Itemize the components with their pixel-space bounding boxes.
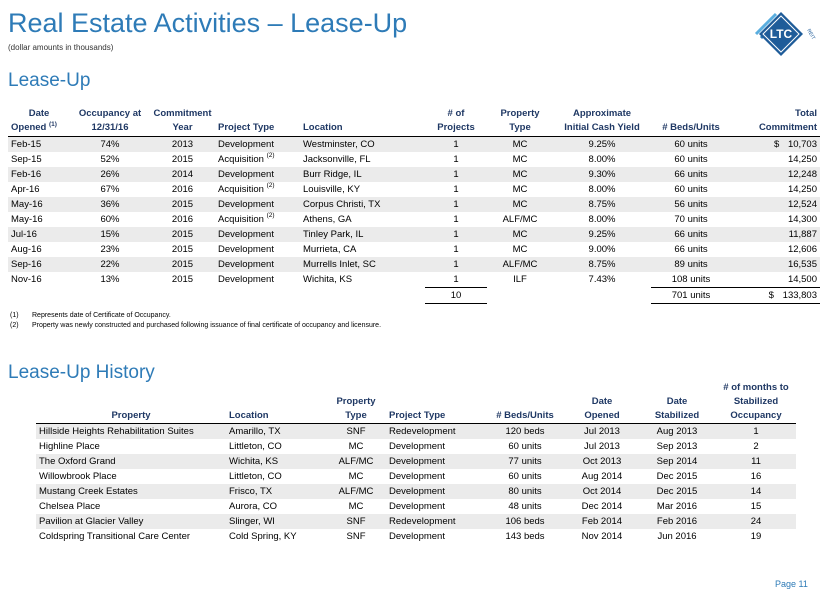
cell-total: 14,500 bbox=[787, 274, 817, 285]
cell-year: 2015 bbox=[171, 244, 194, 255]
cell-stabilized: Jun 2016 bbox=[657, 531, 697, 542]
cell-location: Aurora, CO bbox=[229, 501, 278, 512]
logo-text: LTC bbox=[769, 27, 793, 41]
cell-property-type: MC bbox=[512, 244, 528, 255]
cell-date: Sep-16 bbox=[8, 257, 70, 272]
cell-projects: 1 bbox=[453, 184, 459, 195]
cell-location: Tinley Park, IL bbox=[300, 227, 425, 242]
cell-opened: Feb 2014 bbox=[566, 514, 638, 529]
cell-months: 1 bbox=[716, 424, 796, 440]
cell-beds: 66 units bbox=[651, 167, 731, 182]
cell-project-type: Acquisition $^{(2)}$ bbox=[218, 212, 275, 225]
cell-date: Sep-15 bbox=[11, 154, 42, 165]
cell-projects: 1 bbox=[453, 244, 459, 255]
cell-year: 2015 bbox=[150, 227, 215, 242]
lease-up-table: Date Occupancy at Commitment # of Property Approximate Total Opened $^{(1)}$ 12/31/16 Year Project Type Location Projects Type Initial Cash Yield # Beds/Units Commitment Feb-15 74% 2013 Development Westminster, CO 1 MC 9.25% 60 units $ 10,703 Sep-15 52% 2015 Acquisition $^{(2)}$ Jacksonville, FL 1 MC 8.00% 60 units 14,250 Feb-16 26% 2014 Development Burr Ridge, IL 1 MC 9.30% 66 units 12,248 Apr-16 67% 2016 Acquisition $^{(2)}$ Louisville, KY 1 MC 8.00% 60 units 14,250 May-16 36% 2015 Development Corpus Christi, TX 1 MC 8.75% 56 units 12,524 May-16 60% 2016 Acquisition $^{(2)}$ Athens, GA 1 ALF/MC 8.00% 70 units 14,300 Jul-16 15% 2015 Development Tinley Park, IL 1 MC 9.25% 66 units 11,887 Aug-16 23% 2015 Development Murrieta, CA 1 MC 9.00% 66 units 12,606 Sep-16 22% 2015 Development Murrells Inlet, SC 1 ALF/MC 8.75% 89 units 16,535 Nov-16 13% 2015 Development Wichita, KS 1 ILF 7.43% 108 units 14,500 10 701 units $ 133,803 bbox=[8, 107, 820, 304]
cell-total: 14,250 bbox=[787, 154, 817, 165]
cell-project-type: Development bbox=[218, 274, 274, 286]
cell-property-type: MC bbox=[348, 441, 364, 452]
cell-beds: 120 beds bbox=[484, 424, 566, 440]
cell-stabilized: Dec 2015 bbox=[656, 471, 698, 482]
cell-opened: Oct 2013 bbox=[566, 454, 638, 469]
col-commitment-year: Commitment bbox=[153, 108, 212, 119]
cell-property-type: MC bbox=[487, 197, 553, 212]
cell-property-type: ALF/MC bbox=[326, 484, 386, 499]
col-project-type: Project Type bbox=[215, 121, 300, 137]
cell-beds: 89 units bbox=[651, 257, 731, 272]
cell-property: Highline Place bbox=[39, 441, 100, 452]
hist-col-months: Occupancy bbox=[716, 409, 796, 424]
cell-yield: 9.25% bbox=[553, 137, 651, 153]
cell-year: 2014 bbox=[150, 167, 215, 182]
cell-occupancy: 74% bbox=[70, 137, 150, 153]
cell-year: 2015 bbox=[171, 154, 194, 165]
table-row bbox=[36, 499, 796, 514]
cell-opened: Jul 2013 bbox=[584, 441, 620, 452]
hist-col-beds: # Beds/Units bbox=[484, 409, 566, 424]
cell-property: Willowbrook Place bbox=[39, 471, 117, 482]
cell-property: The Oxford Grand bbox=[36, 454, 226, 469]
cell-occupancy: 36% bbox=[70, 197, 150, 212]
cell-property-type: MC bbox=[487, 167, 553, 182]
cell-date: Jul-16 bbox=[8, 227, 70, 242]
cell-property-type: ILF bbox=[513, 274, 527, 286]
table-row bbox=[8, 212, 820, 227]
cell-yield: 8.00% bbox=[588, 184, 616, 195]
cell-year: 2016 bbox=[171, 184, 194, 195]
table-row bbox=[36, 514, 796, 529]
cell-projects: 1 bbox=[425, 137, 487, 153]
table-row bbox=[8, 137, 820, 153]
col-date-opened: Date bbox=[28, 108, 50, 119]
cell-yield: 9.30% bbox=[553, 167, 651, 182]
hist-col-opened: Opened bbox=[566, 409, 638, 424]
cell-location: Louisville, KY bbox=[303, 184, 361, 195]
cell-beds: 60 units bbox=[674, 154, 708, 165]
cell-project-type: Acquisition $^{(2)}$ bbox=[218, 182, 275, 195]
table-row bbox=[36, 424, 796, 440]
cell-projects: 1 bbox=[425, 227, 487, 242]
cell-location: Slinger, WI bbox=[226, 514, 326, 529]
col-occupancy: Occupancy at bbox=[78, 108, 142, 119]
cell-project-type: Development bbox=[215, 197, 300, 212]
cell-date: Feb-15 bbox=[8, 137, 70, 153]
cell-occupancy: 52% bbox=[100, 154, 120, 165]
table-row bbox=[8, 152, 820, 167]
cell-yield: 7.43% bbox=[588, 274, 616, 286]
cell-occupancy: 26% bbox=[70, 167, 150, 182]
table-row bbox=[8, 227, 820, 242]
cell-beds: 70 units bbox=[674, 214, 708, 225]
cell-occupancy: 67% bbox=[100, 184, 120, 195]
lease-up-section-title: Lease-Up bbox=[8, 70, 91, 91]
logo-subtext: REIT bbox=[805, 28, 817, 41]
lease-up-history-section-title: Lease-Up History bbox=[8, 362, 155, 383]
col-yield: Approximate bbox=[572, 108, 632, 119]
table-row bbox=[36, 484, 796, 499]
cell-location: Athens, GA bbox=[303, 214, 352, 225]
cell-projects: 1 bbox=[453, 214, 459, 225]
cell-projects: 1 bbox=[425, 257, 487, 272]
cell-property: Coldspring Transitional Care Center bbox=[39, 531, 191, 542]
cell-yield: 8.00% bbox=[588, 214, 616, 225]
cell-months: 14 bbox=[716, 484, 796, 499]
cell-total: 11,887 bbox=[731, 227, 820, 242]
cell-opened: Dec 2014 bbox=[581, 501, 623, 512]
cell-date: Aug-16 bbox=[11, 244, 42, 255]
cell-location: Cold Spring, KY bbox=[229, 531, 297, 542]
cell-beds: 80 units bbox=[484, 484, 566, 499]
cell-date: Feb-16 bbox=[8, 167, 70, 182]
cell-project-type: Development bbox=[386, 454, 484, 469]
cell-stabilized: Sep 2014 bbox=[638, 454, 716, 469]
table-row bbox=[8, 272, 820, 288]
cell-property-type: SNF bbox=[326, 514, 386, 529]
cell-stabilized: Aug 2013 bbox=[638, 424, 716, 440]
cell-months: 19 bbox=[750, 531, 762, 542]
cell-total: 14,300 bbox=[787, 214, 817, 225]
cell-date: May-16 bbox=[8, 197, 70, 212]
cell-location: Burr Ridge, IL bbox=[300, 167, 425, 182]
cell-project-type: Development bbox=[389, 441, 445, 452]
cell-occupancy: 23% bbox=[100, 244, 120, 255]
cell-months: 16 bbox=[750, 471, 762, 482]
cell-stabilized: Sep 2013 bbox=[656, 441, 698, 452]
cell-total: 12,606 bbox=[787, 244, 817, 255]
cell-year: 2013 bbox=[150, 137, 215, 153]
cell-location: Littleton, CO bbox=[229, 471, 282, 482]
col-total: Total bbox=[795, 108, 817, 119]
cell-project-type: Development bbox=[215, 227, 300, 242]
cell-beds: 60 units bbox=[508, 471, 542, 482]
footnote-2: (2) Property was newly constructed and purchased following issuance of final certificate of occupancy and licensure. bbox=[10, 322, 382, 329]
cell-project-type: Development bbox=[389, 471, 445, 482]
cell-project-type: Development bbox=[215, 257, 300, 272]
col-location: Location bbox=[300, 121, 425, 137]
cell-beds: 143 beds bbox=[505, 531, 545, 542]
cell-occupancy: 15% bbox=[70, 227, 150, 242]
cell-project-type: Development bbox=[215, 137, 300, 153]
cell-project-type: Development bbox=[215, 167, 300, 182]
cell-total: 16,535 bbox=[731, 257, 820, 272]
cell-stabilized: Feb 2016 bbox=[638, 514, 716, 529]
page-subtitle: (dollar amounts in thousands) bbox=[8, 43, 114, 52]
cell-property-type: ALF/MC bbox=[502, 214, 538, 225]
cell-date: Nov-16 bbox=[11, 274, 42, 286]
table-row bbox=[8, 167, 820, 182]
footnote-1: (1) Represents date of Certificate of Occupancy. bbox=[10, 312, 171, 319]
cell-location: Littleton, CO bbox=[229, 441, 282, 452]
cell-beds: 60 units bbox=[651, 137, 731, 153]
cell-beds: 108 units bbox=[671, 274, 711, 285]
cell-yield: 9.25% bbox=[553, 227, 651, 242]
cell-opened: Jul 2013 bbox=[566, 424, 638, 440]
hist-col-property-type: Type bbox=[326, 409, 386, 424]
cell-stabilized: Dec 2015 bbox=[638, 484, 716, 499]
table-row bbox=[36, 529, 796, 544]
cell-stabilized: Mar 2016 bbox=[656, 501, 698, 512]
cell-property: Hillside Heights Rehabilitation Suites bbox=[36, 424, 226, 440]
cell-months: 11 bbox=[716, 454, 796, 469]
page-number: Page 11 bbox=[775, 579, 808, 589]
cell-beds: 48 units bbox=[508, 501, 542, 512]
cell-location: Murrells Inlet, SC bbox=[300, 257, 425, 272]
cell-location: Wichita, KS bbox=[303, 274, 353, 286]
cell-location: Frisco, TX bbox=[226, 484, 326, 499]
table-row bbox=[8, 257, 820, 272]
cell-property-type: MC bbox=[348, 471, 364, 482]
cell-property-type: SNF bbox=[346, 531, 366, 542]
cell-beds: 66 units bbox=[651, 227, 731, 242]
cell-project-type: Development bbox=[389, 501, 445, 512]
table-row bbox=[8, 242, 820, 257]
ltc-reit-logo bbox=[750, 8, 817, 60]
cell-project-type: Development bbox=[386, 484, 484, 499]
cell-project-type: Development bbox=[389, 531, 445, 542]
cell-total: 12,248 bbox=[731, 167, 820, 182]
table-row bbox=[8, 197, 820, 212]
cell-property-type: MC bbox=[487, 227, 553, 242]
hist-col-stabilized: Stabilized bbox=[638, 409, 716, 424]
lease-up-history-table: # of months to Property Date Date Stabilized Property Location Type Project Type # Beds/Units Opened Stabilized Occupancy Hillside Heights Rehabilitation Suites Amarillo, TX SNF Redevelopment 120 beds Jul 2013 Aug 2013 1 Highline Place Littleton, CO MC Development 60 units Jul 2013 Sep 2013 2 The Oxford Grand Wichita, KS ALF/MC Development 77 units Oct 2013 Sep 2014 11 Willowbrook Place Littleton, CO MC Development 60 units Aug 2014 Dec 2015 16 Mustang Creek Estates Frisco, TX ALF/MC Development 80 units Oct 2014 Dec 2015 14 Chelsea Place Aurora, CO MC Development 48 units Dec 2014 Mar 2016 15 Pavilion at Glacier Valley Slinger, WI SNF Redevelopment 106 beds Feb 2014 Feb 2016 24 Coldspring Transitional Care Center Cold Spring, KY SNF Development 143 beds Nov 2014 Jun 2016 19 bbox=[36, 381, 796, 544]
cell-date: Apr-16 bbox=[11, 184, 40, 195]
cell-location: Amarillo, TX bbox=[226, 424, 326, 440]
cell-opened: Aug 2014 bbox=[581, 471, 623, 482]
hist-col-location: Location bbox=[226, 409, 326, 424]
cell-total: 14,250 bbox=[787, 184, 817, 195]
cell-year: 2015 bbox=[171, 274, 194, 286]
cell-year: 2016 bbox=[171, 214, 194, 225]
cell-occupancy: 22% bbox=[70, 257, 150, 272]
cell-property-type: MC bbox=[512, 184, 528, 195]
cell-project-type: Development bbox=[218, 244, 274, 255]
cell-property-type: MC bbox=[348, 501, 364, 512]
page-title: Real Estate Activities – Lease-Up bbox=[8, 8, 408, 38]
cell-property-type: MC bbox=[512, 154, 528, 165]
hist-col-property: Property bbox=[36, 409, 226, 424]
total-beds: 701 units bbox=[651, 288, 731, 304]
cell-property-type: ALF/MC bbox=[326, 454, 386, 469]
cell-total: 12,524 bbox=[731, 197, 820, 212]
table-row bbox=[36, 439, 796, 454]
total-projects: 10 bbox=[425, 288, 487, 304]
cell-year: 2015 bbox=[150, 197, 215, 212]
cell-yield: 8.00% bbox=[588, 154, 616, 165]
footnotes bbox=[10, 311, 381, 331]
cell-project-type: Redevelopment bbox=[386, 514, 484, 529]
cell-projects: 1 bbox=[425, 167, 487, 182]
cell-property: Chelsea Place bbox=[39, 501, 101, 512]
cell-property-type: MC bbox=[487, 137, 553, 153]
cell-year: 2015 bbox=[150, 257, 215, 272]
cell-projects: 1 bbox=[453, 154, 459, 165]
cell-beds: 106 beds bbox=[484, 514, 566, 529]
table-row bbox=[8, 182, 820, 197]
cell-property-type: SNF bbox=[326, 424, 386, 440]
cell-location: Murrieta, CA bbox=[303, 244, 357, 255]
cell-location: Corpus Christi, TX bbox=[300, 197, 425, 212]
cell-months: 24 bbox=[716, 514, 796, 529]
cell-projects: 1 bbox=[453, 274, 459, 285]
cell-beds: 77 units bbox=[484, 454, 566, 469]
col-projects: # of bbox=[447, 108, 465, 119]
cell-occupancy: 13% bbox=[100, 274, 120, 286]
cell-location: Wichita, KS bbox=[226, 454, 326, 469]
cell-yield: 8.75% bbox=[553, 197, 651, 212]
cell-opened: Oct 2014 bbox=[566, 484, 638, 499]
table-row bbox=[36, 454, 796, 469]
cell-project-type: Acquisition $^{(2)}$ bbox=[218, 152, 275, 165]
table-row bbox=[36, 469, 796, 484]
cell-yield: 9.00% bbox=[588, 244, 616, 255]
cell-beds: 56 units bbox=[651, 197, 731, 212]
col-property-type: Property bbox=[500, 108, 540, 119]
cell-beds: 60 units bbox=[674, 184, 708, 195]
cell-project-type: Redevelopment bbox=[386, 424, 484, 440]
hist-col-project-type: Project Type bbox=[386, 409, 484, 424]
cell-property: Mustang Creek Estates bbox=[36, 484, 226, 499]
cell-beds: 66 units bbox=[674, 244, 708, 255]
cell-total: $ 10,703 bbox=[731, 137, 820, 153]
cell-date: May-16 bbox=[11, 214, 43, 225]
cell-location: Westminster, CO bbox=[300, 137, 425, 153]
cell-months: 2 bbox=[753, 441, 759, 452]
cell-property-type: ALF/MC bbox=[487, 257, 553, 272]
col-beds-units: # Beds/Units bbox=[651, 121, 731, 137]
total-commitment: $ 133,803 bbox=[731, 288, 820, 304]
cell-projects: 1 bbox=[425, 197, 487, 212]
totals-row bbox=[8, 288, 820, 304]
cell-beds: 60 units bbox=[508, 441, 542, 452]
cell-property: Pavilion at Glacier Valley bbox=[36, 514, 226, 529]
cell-location: Jacksonville, FL bbox=[303, 154, 371, 165]
cell-occupancy: 60% bbox=[100, 214, 120, 225]
cell-opened: Nov 2014 bbox=[581, 531, 623, 542]
cell-yield: 8.75% bbox=[553, 257, 651, 272]
cell-months: 15 bbox=[750, 501, 762, 512]
